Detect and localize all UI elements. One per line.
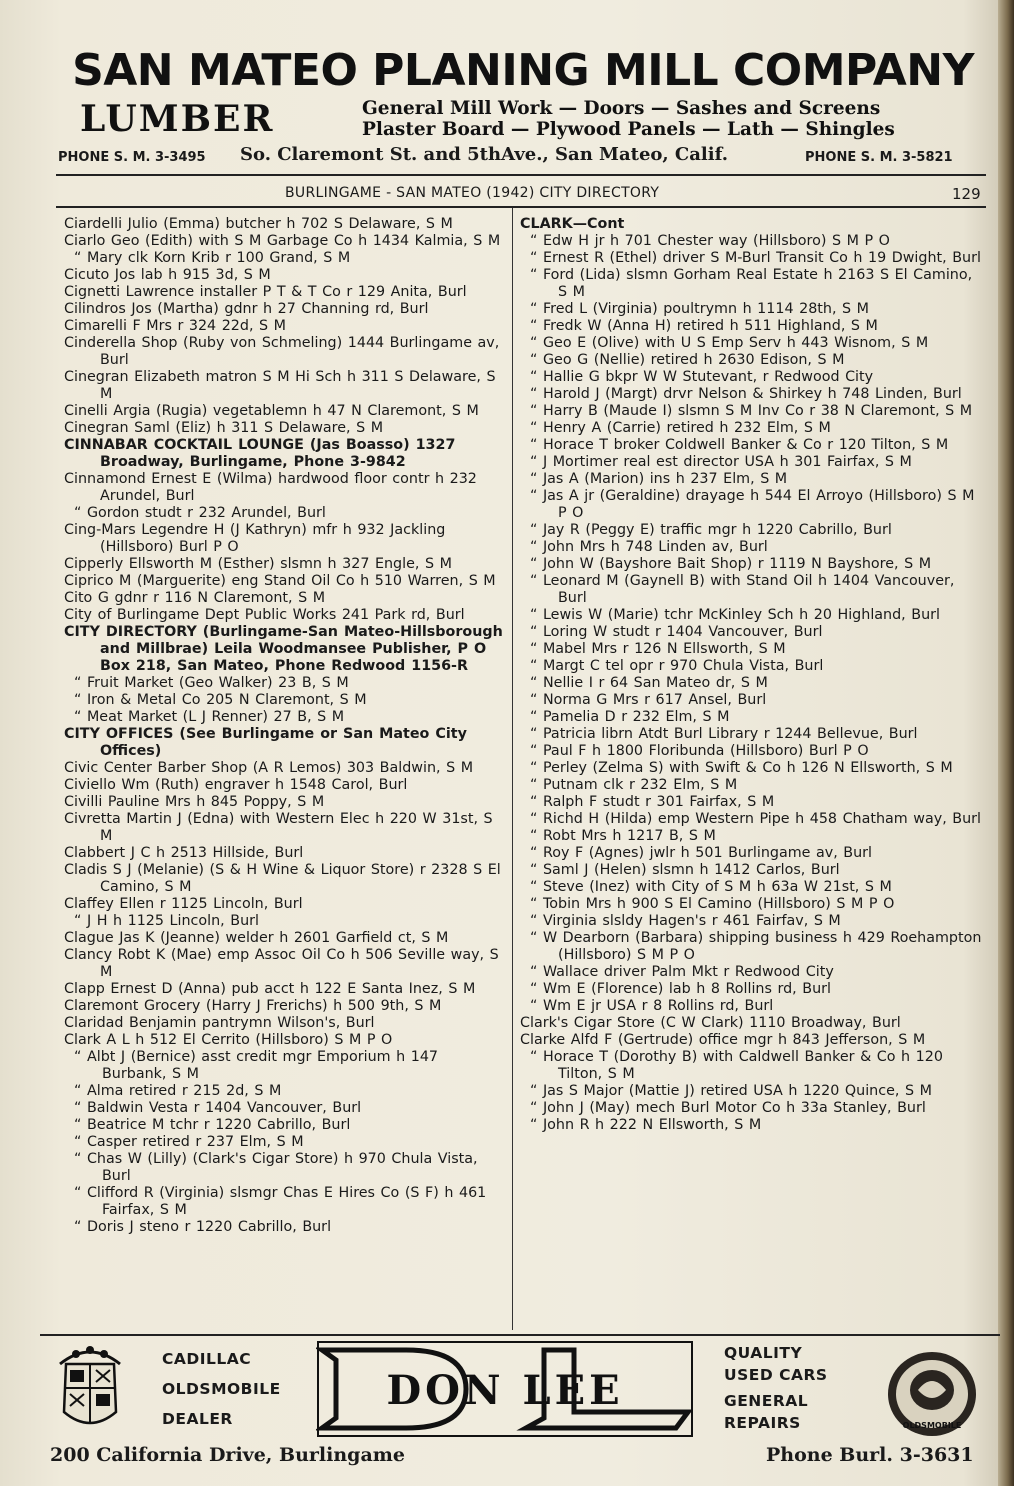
footer-ad-address: 200 California Drive, Burlingame — [50, 1444, 405, 1466]
directory-entry: “ J Mortimer real est director USA h 301 Fairfax, S M — [530, 454, 912, 470]
footer-ad-phone: Phone Burl. 3-3631 — [766, 1444, 974, 1466]
directory-entry: “ Jas A (Marion) ins h 237 Elm, S M — [530, 471, 788, 487]
directory-entry: “ John Mrs h 748 Linden av, Burl — [530, 539, 768, 555]
directory-entry: “ Nellie I r 64 San Mateo dr, S M — [530, 675, 768, 691]
directory-entry: Cinderella Shop (Ruby von Schmeling) 1444 Burlingame av, Burl — [64, 335, 500, 368]
directory-entry: Ciprico M (Marguerite) eng Stand Oil Co h 510 Warren, S M — [64, 573, 496, 589]
left-column — [64, 216, 506, 1236]
directory-entry: “ Harold J (Margt) drvr Nelson & Shirkey h 748 Linden, Burl — [530, 386, 962, 402]
directory-entry: Claridad Benjamin pantrymn Wilson's, Burl — [64, 1015, 375, 1031]
directory-entry: “ Edw H jr h 701 Chester way (Hillsboro) S M P O — [530, 233, 890, 249]
header-ad-phone-right: PHONE S. M. 3-5821 — [805, 150, 953, 165]
footer-ad-right — [724, 1342, 828, 1434]
header-ad-phone-left: PHONE S. M. 3-3495 — [58, 150, 206, 165]
directory-entry: “ Pamelia D r 232 Elm, S M — [530, 709, 730, 725]
directory-entry: Cinegran Saml (Eliz) h 311 S Delaware, S M — [64, 420, 384, 436]
directory-entry: “ Horace T (Dorothy B) with Caldwell Banker & Co h 120 Tilton, S M — [530, 1049, 943, 1082]
directory-entry: “ Leonard M (Gaynell B) with Stand Oil h 1404 Vancouver, Burl — [530, 573, 955, 606]
don-lee-logo — [316, 1340, 694, 1438]
directory-entry: CITY OFFICES (See Burlingame or San Mateo City Offices) — [64, 726, 467, 759]
directory-entry: “ Ralph F studt r 301 Fairfax, S M — [530, 794, 775, 810]
book-spine-edge — [998, 0, 1014, 1486]
directory-entry: Civretta Martin J (Edna) with Western Elec h 220 W 31st, S M — [64, 811, 493, 844]
directory-entry: “ Loring W studt r 1404 Vancouver, Burl — [530, 624, 823, 640]
directory-entry: “ Henry A (Carrie) retired h 232 Elm, S M — [530, 420, 831, 436]
header-ad-title: SAN MATEO PLANING MILL COMPANY — [72, 45, 974, 96]
footer-rule — [40, 1334, 1000, 1336]
right-column — [520, 216, 982, 1134]
directory-entry: Cinegran Elizabeth matron S M Hi Sch h 311 S Delaware, S M — [64, 369, 496, 402]
directory-entry: “ Clifford R (Virginia) slsmgr Chas E Hires Co (S F) h 461 Fairfax, S M — [74, 1185, 487, 1218]
directory-entry: “ Wm E jr USA r 8 Rollins rd, Burl — [530, 998, 774, 1014]
don-lee-logo-text: DON LEE — [386, 1367, 624, 1414]
header-ad-products-line2: Plaster Board — Plywood Panels — Lath — Shingles — [362, 119, 895, 140]
directory-entry: “ Ford (Lida) slsmn Gorham Real Estate h 2163 S El Camino, S M — [530, 267, 973, 300]
column-divider — [512, 208, 513, 1330]
directory-entry: “ Geo E (Olive) with U S Emp Serv h 443 Wisnom, S M — [530, 335, 929, 351]
directory-entry: “ Geo G (Nellie) retired h 2630 Edison, S M — [530, 352, 845, 368]
directory-entry: Claremont Grocery (Harry J Frerichs) h 500 9th, S M — [64, 998, 442, 1014]
footer-ad-right-line: GENERAL — [724, 1392, 809, 1410]
directory-entry: “ Alma retired r 215 2d, S M — [74, 1083, 282, 1099]
page-number: 129 — [952, 185, 981, 203]
footer-ad-right-line: QUALITY — [724, 1344, 803, 1362]
directory-entry: “ Baldwin Vesta r 1404 Vancouver, Burl — [74, 1100, 362, 1116]
header-ad-products-line1: General Mill Work — Doors — Sashes and Screens — [362, 98, 881, 119]
header-rule — [56, 174, 986, 176]
directory-entry: “ Virginia slsldy Hagen's r 461 Fairfav, S M — [530, 913, 841, 929]
directory-entry: CITY DIRECTORY (Burlingame-San Mateo-Hillsborough and Millbrae) Leila Woodmansee Publisher, P O Box 218, San Mateo, Phone Redwood 1156-R — [64, 624, 503, 674]
directory-entry: Claffey Ellen r 1125 Lincoln, Burl — [64, 896, 303, 912]
directory-entry: “ Robt Mrs h 1217 B, S M — [530, 828, 716, 844]
directory-entry: “ Patricia librn Atdt Burl Library r 1244 Bellevue, Burl — [530, 726, 918, 742]
running-head-rule — [56, 206, 986, 208]
directory-entry: “ Fruit Market (Geo Walker) 23 B, S M — [74, 675, 349, 691]
directory-entry: “ Iron & Metal Co 205 N Claremont, S M — [74, 692, 367, 708]
directory-entry: “ Harry B (Maude I) slsmn S M Inv Co r 38 N Claremont, S M — [530, 403, 973, 419]
directory-entry: Cinelli Argia (Rugia) vegetablemn h 47 N Claremont, S M — [64, 403, 479, 419]
header-ad-address: So. Claremont St. and 5thAve., San Mateo, Calif. — [240, 144, 728, 165]
directory-entry: Cladis S J (Melanie) (S & H Wine & Liquor Store) r 2328 S El Camino, S M — [64, 862, 501, 895]
directory-entry: Cinnamond Ernest E (Wilma) hardwood floor contr h 232 Arundel, Burl — [64, 471, 477, 504]
directory-entry: “ Jay R (Peggy E) traffic mgr h 1220 Cabrillo, Burl — [530, 522, 892, 538]
directory-entry: Cing-Mars Legendre H (J Kathryn) mfr h 932 Jackling (Hillsboro) Burl P O — [64, 522, 446, 555]
oldsmobile-emblem-text: OLDSMOBILE — [902, 1421, 962, 1430]
directory-entry: Civiello Wm (Ruth) engraver h 1548 Carol, Burl — [64, 777, 408, 793]
directory-entry: City of Burlingame Dept Public Works 241 Park rd, Burl — [64, 607, 465, 623]
directory-entry: Cicuto Jos lab h 915 3d, S M — [64, 267, 271, 283]
running-head: BURLINGAME - SAN MATEO (1942) CITY DIRECTORY — [285, 185, 660, 201]
directory-entry: Ciardelli Julio (Emma) butcher h 702 S Delaware, S M — [64, 216, 453, 232]
directory-entry: “ Fredk W (Anna H) retired h 511 Highland, S M — [530, 318, 878, 334]
footer-ad-right-line: USED CARS — [724, 1366, 828, 1384]
directory-entry: “ Albt J (Bernice) asst credit mgr Emporium h 147 Burbank, S M — [74, 1049, 439, 1082]
directory-entry: Civic Center Barber Shop (A R Lemos) 303 Baldwin, S M — [64, 760, 474, 776]
directory-entry: Clark's Cigar Store (C W Clark) 1110 Broadway, Burl — [520, 1015, 901, 1031]
directory-entry: “ Wallace driver Palm Mkt r Redwood City — [530, 964, 834, 980]
header-ad-lumber: LUMBER — [80, 98, 275, 140]
directory-entry: “ Horace T broker Coldwell Banker & Co r 120 Tilton, S M — [530, 437, 949, 453]
directory-entry: “ J H h 1125 Lincoln, Burl — [74, 913, 259, 929]
directory-entry: “ Casper retired r 237 Elm, S M — [74, 1134, 304, 1150]
footer-ad-left-line: OLDSMOBILE — [162, 1380, 281, 1398]
directory-entry: Ciarlo Geo (Edith) with S M Garbage Co h 1434 Kalmia, S M — [64, 233, 501, 249]
directory-entry: “ Wm E (Florence) lab h 8 Rollins rd, Burl — [530, 981, 831, 997]
directory-entry: “ John W (Bayshore Bait Shop) r 1119 N Bayshore, S M — [530, 556, 932, 572]
directory-entry: “ Paul F h 1800 Floribunda (Hillsboro) Burl P O — [530, 743, 869, 759]
directory-entry: “ Ernest R (Ethel) driver S M-Burl Transit Co h 19 Dwight, Burl — [530, 250, 981, 266]
directory-entry: “ Richd H (Hilda) emp Western Pipe h 458 Chatham way, Burl — [530, 811, 982, 827]
footer-ad-left-line: DEALER — [162, 1410, 233, 1428]
directory-entry: “ John R h 222 N Ellsworth, S M — [530, 1117, 762, 1133]
directory-entry: Cignetti Lawrence installer P T & T Co r 129 Anita, Burl — [64, 284, 467, 300]
directory-entry: “ John J (May) mech Burl Motor Co h 33a Stanley, Burl — [530, 1100, 926, 1116]
directory-entry: “ Beatrice M tchr r 1220 Cabrillo, Burl — [74, 1117, 351, 1133]
directory-entry: “ Lewis W (Marie) tchr McKinley Sch h 20 Highland, Burl — [530, 607, 940, 623]
footer-ad-right-line: REPAIRS — [724, 1414, 801, 1432]
directory-entry: Clapp Ernest D (Anna) pub acct h 122 E Santa Inez, S M — [64, 981, 476, 997]
directory-entry: Cilindros Jos (Martha) gdnr h 27 Channing rd, Burl — [64, 301, 429, 317]
footer-ad-left-line: CADILLAC — [162, 1350, 252, 1368]
directory-entry: Cito G gdnr r 116 N Claremont, S M — [64, 590, 326, 606]
directory-entry: Clark A L h 512 El Cerrito (Hillsboro) S M P O — [64, 1032, 393, 1048]
directory-entry: Clague Jas K (Jeanne) welder h 2601 Garfield ct, S M — [64, 930, 449, 946]
header-ad-products — [362, 98, 962, 140]
directory-entry: “ W Dearborn (Barbara) shipping business h 429 Roehampton (Hillsboro) S M P O — [530, 930, 982, 963]
directory-entry: “ Doris J steno r 1220 Cabrillo, Burl — [74, 1219, 332, 1235]
directory-entry: “ Fred L (Virginia) poultrymn h 1114 28th, S M — [530, 301, 870, 317]
directory-entry: “ Steve (Inez) with City of S M h 63a W 21st, S M — [530, 879, 892, 895]
directory-entry: “ Norma G Mrs r 617 Ansel, Burl — [530, 692, 767, 708]
directory-entry: “ Jas A jr (Geraldine) drayage h 544 El Arroyo (Hillsboro) S M P O — [530, 488, 975, 521]
directory-entry: “ Margt C tel opr r 970 Chula Vista, Burl — [530, 658, 824, 674]
directory-entry: “ Mabel Mrs r 126 N Ellsworth, S M — [530, 641, 786, 657]
directory-entry: “ Perley (Zelma S) with Swift & Co h 126 N Ellsworth, S M — [530, 760, 953, 776]
directory-entry: Civilli Pauline Mrs h 845 Poppy, S M — [64, 794, 325, 810]
directory-entry: “ Jas S Major (Mattie J) retired USA h 1220 Quince, S M — [530, 1083, 932, 1099]
directory-entry: “ Putnam clk r 232 Elm, S M — [530, 777, 738, 793]
directory-entry: “ Roy F (Agnes) jwlr h 501 Burlingame av, Burl — [530, 845, 873, 861]
directory-entry: Clabbert J C h 2513 Hillside, Burl — [64, 845, 304, 861]
cadillac-crest-icon — [56, 1342, 124, 1434]
directory-entry: “ Mary clk Korn Krib r 100 Grand, S M — [74, 250, 351, 266]
directory-entry: “ Hallie G bkpr W W Stutevant, r Redwood City — [530, 369, 874, 385]
oldsmobile-emblem-icon — [884, 1348, 980, 1440]
column-continuation-head: CLARK—Cont — [520, 216, 625, 232]
directory-entry: CINNABAR COCKTAIL LOUNGE (Jas Boasso) 1327 Broadway, Burlingame, Phone 3-9842 — [64, 437, 456, 470]
footer-ad-left — [162, 1344, 281, 1434]
directory-entry: “ Meat Market (L J Renner) 27 B, S M — [74, 709, 345, 725]
directory-entry: “ Gordon studt r 232 Arundel, Burl — [74, 505, 326, 521]
directory-entry: Clarke Alfd F (Gertrude) office mgr h 843 Jefferson, S M — [520, 1032, 926, 1048]
directory-entry: “ Saml J (Helen) slsmn h 1412 Carlos, Burl — [530, 862, 840, 878]
directory-entry: “ Tobin Mrs h 900 S El Camino (Hillsboro) S M P O — [530, 896, 895, 912]
directory-entry: Cimarelli F Mrs r 324 22d, S M — [64, 318, 287, 334]
directory-entry: Cipperly Ellsworth M (Esther) slsmn h 327 Engle, S M — [64, 556, 452, 572]
right-column-entries — [520, 233, 982, 1134]
directory-entry: “ Chas W (Lilly) (Clark's Cigar Store) h 970 Chula Vista, Burl — [74, 1151, 478, 1184]
directory-entry: Clancy Robt K (Mae) emp Assoc Oil Co h 506 Seville way, S M — [64, 947, 499, 980]
